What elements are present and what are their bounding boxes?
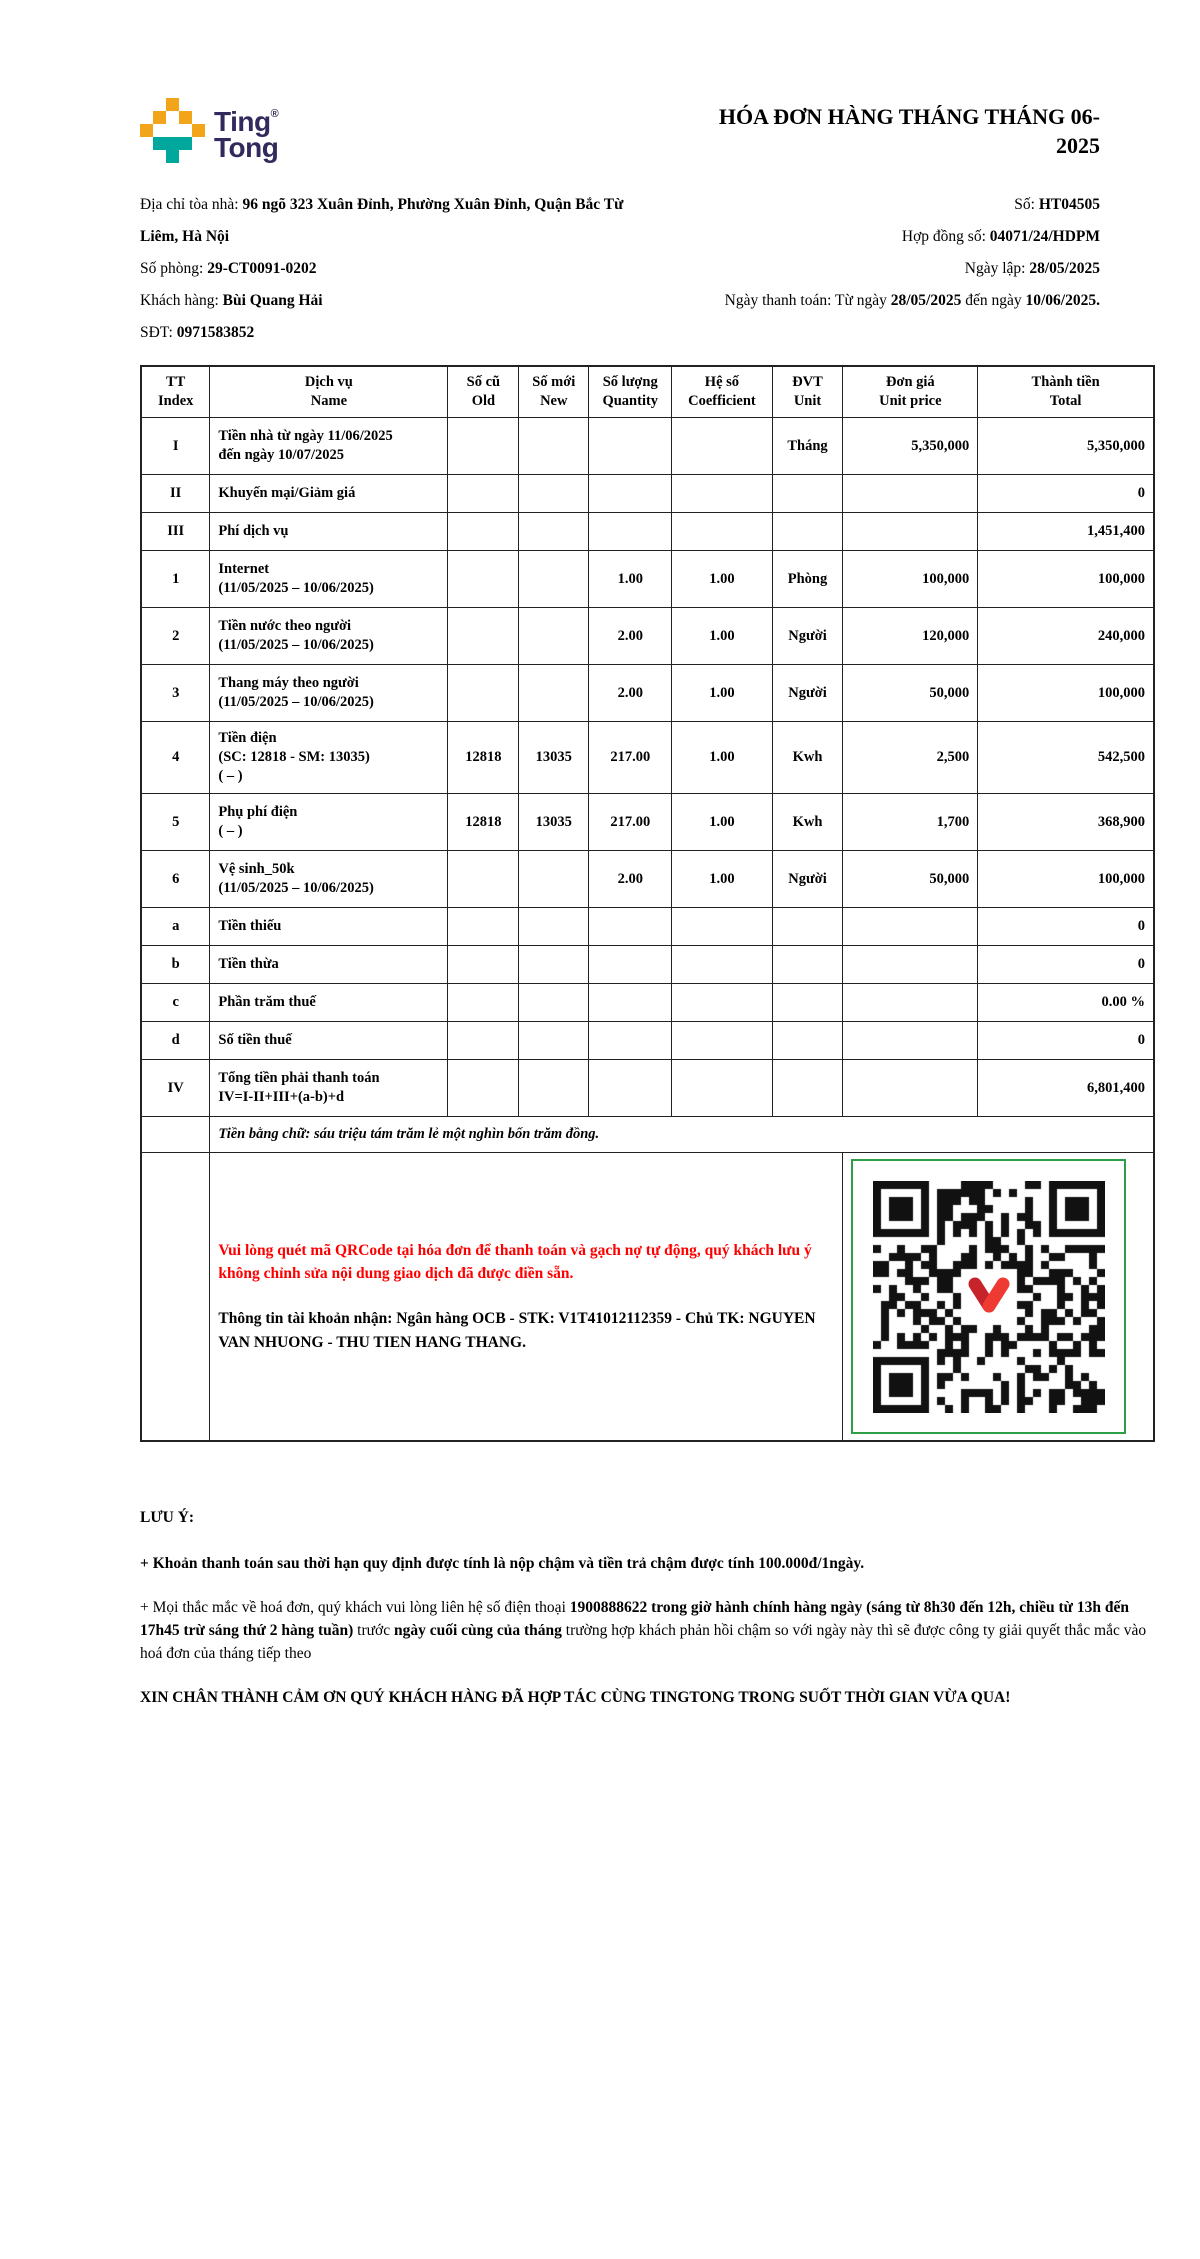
row-4-cell-2: 12818 <box>448 722 519 794</box>
info-right-line-2 <box>645 253 1100 285</box>
row-5-cell-2: 12818 <box>448 794 519 851</box>
hotline-note <box>140 1596 1155 1665</box>
row-4-cell-6: Kwh <box>772 722 843 794</box>
wordmark-line2: Tong <box>214 131 279 163</box>
row-3-cell-3 <box>519 665 589 722</box>
invoice-title-line1: HÓA ĐƠN HÀNG THÁNG THÁNG 06- <box>718 104 1100 129</box>
row-b-cell-3 <box>519 946 589 984</box>
row-b-cell-6 <box>772 946 843 984</box>
logo-pixel-empty <box>153 124 166 137</box>
row-c-cell-4 <box>589 984 672 1022</box>
row-5-cell-7: 1,700 <box>843 794 978 851</box>
row-3-cell-4: 2.00 <box>589 665 672 722</box>
row-6-cell-5: 1.00 <box>672 851 772 908</box>
row-III-cell-3 <box>519 513 589 551</box>
row-III-cell-0: III <box>141 513 210 551</box>
row-5-cell-4: 217.00 <box>589 794 672 851</box>
bank-account-seg-3: NGUYEN VAN NHUONG - THU TIEN HANG THANG <box>218 1309 816 1351</box>
row-1-cell-6: Phòng <box>772 551 843 608</box>
logo-pixel-empty <box>192 137 205 150</box>
table-row-4 <box>141 722 1154 794</box>
bank-account-info <box>218 1307 834 1355</box>
row-1-cell-1: Internet (11/05/2025 – 10/06/2025) <box>210 551 448 608</box>
footer-notes <box>140 1506 1155 1709</box>
hotline-note-seg-0: + Mọi thắc mắc về hoá đơn, quý khách vui lòng liên hệ số điện thoại <box>140 1599 570 1616</box>
row-b-cell-2 <box>448 946 519 984</box>
row-III-cell-6 <box>772 513 843 551</box>
row-d-cell-6 <box>772 1022 843 1060</box>
row-IV-cell-2 <box>448 1060 519 1117</box>
info-left-line-2-seg-1: Bùi Quang Hải <box>222 292 323 309</box>
row-I-cell-0: I <box>141 418 210 475</box>
row-2-cell-6: Người <box>772 608 843 665</box>
row-c-cell-5 <box>672 984 772 1022</box>
info-left-line-1 <box>140 253 645 285</box>
row-4-cell-3: 13035 <box>519 722 589 794</box>
logo-pixel-teal <box>166 137 179 150</box>
logo-pixel-yellow <box>153 111 166 124</box>
logo-pixel-empty <box>153 150 166 163</box>
row-1-cell-3 <box>519 551 589 608</box>
row-III-cell-7 <box>843 513 978 551</box>
logo-pixel-teal <box>166 150 179 163</box>
row-6-cell-7: 50,000 <box>843 851 978 908</box>
row-2-cell-0: 2 <box>141 608 210 665</box>
info-right-line-0-seg-1: HT04505 <box>1038 196 1100 213</box>
payment-index-cell <box>141 1153 210 1442</box>
row-I-cell-3 <box>519 418 589 475</box>
row-3-cell-5: 1.00 <box>672 665 772 722</box>
table-row-1 <box>141 551 1154 608</box>
info-left-column <box>140 189 645 349</box>
amount-in-words-value: sáu triệu tám trăm lẻ một nghìn bốn trăm đồng. <box>313 1126 600 1142</box>
tingtong-pixel-arrow-icon <box>140 98 205 163</box>
row-c-cell-6 <box>772 984 843 1022</box>
row-2-cell-8: 240,000 <box>978 608 1154 665</box>
row-IV-cell-4 <box>589 1060 672 1117</box>
row-6-cell-6: Người <box>772 851 843 908</box>
table-row-III <box>141 513 1154 551</box>
row-a-cell-2 <box>448 908 519 946</box>
info-right-line-3-seg-1: 28/05/2025 <box>890 292 962 309</box>
row-d-cell-8: 0 <box>978 1022 1154 1060</box>
table-row-a <box>141 908 1154 946</box>
row-4-cell-4: 217.00 <box>589 722 672 794</box>
row-III-cell-8: 1,451,400 <box>978 513 1154 551</box>
row-d-cell-7 <box>843 1022 978 1060</box>
amount-in-words-label: Tiền bằng chữ: <box>218 1126 314 1142</box>
row-b-cell-7 <box>843 946 978 984</box>
row-II-cell-0: II <box>141 475 210 513</box>
bank-account-seg-4: . <box>522 1333 526 1351</box>
row-I-cell-5 <box>672 418 772 475</box>
logo-pixel-empty <box>166 124 179 137</box>
row-1-cell-4: 1.00 <box>589 551 672 608</box>
header <box>140 98 1155 163</box>
row-4-cell-1: Tiền điện (SC: 12818 - SM: 13035) ( – ) <box>210 722 448 794</box>
table-row-c <box>141 984 1154 1022</box>
row-b-cell-4 <box>589 946 672 984</box>
info-left-line-3 <box>140 317 645 349</box>
table-row-I <box>141 418 1154 475</box>
logo-pixel-empty <box>153 98 166 111</box>
row-a-cell-8: 0 <box>978 908 1154 946</box>
registered-mark: ® <box>270 107 279 120</box>
row-a-cell-0: a <box>141 908 210 946</box>
table-row-5 <box>141 794 1154 851</box>
row-1-cell-5: 1.00 <box>672 551 772 608</box>
logo-pixel-empty <box>140 111 153 124</box>
table-row-b <box>141 946 1154 984</box>
row-I-cell-8: 5,350,000 <box>978 418 1154 475</box>
hotline-note-seg-4: trường hợp khách phản hồi chậm so với ngày này thì sẽ được công ty giải quyết thắc mắc vào hoá đơn của tháng tiếp theo <box>140 1622 1147 1662</box>
logo-pixel-empty <box>166 111 179 124</box>
row-6-cell-8: 100,000 <box>978 851 1154 908</box>
row-d-cell-1: Số tiền thuế <box>210 1022 448 1060</box>
amount-in-words-cell <box>210 1117 1154 1153</box>
hotline-note-seg-2: trước <box>353 1622 394 1639</box>
row-d-cell-2 <box>448 1022 519 1060</box>
amount-in-words-row <box>141 1117 1154 1153</box>
row-I-cell-1: Tiền nhà từ ngày 11/06/2025 đến ngày 10/07/2025 <box>210 418 448 475</box>
info-left-line-0 <box>140 189 645 253</box>
column-header-2: Số cũ Old <box>448 366 519 418</box>
table-row-II <box>141 475 1154 513</box>
wordmark-line1: Ting <box>214 105 271 137</box>
logo-pixel-empty <box>140 150 153 163</box>
row-IV-cell-0: IV <box>141 1060 210 1117</box>
bank-account-seg-2: - Chủ TK: <box>672 1309 749 1327</box>
column-header-5: Hệ số Coefficient <box>672 366 772 418</box>
row-4-cell-5: 1.00 <box>672 722 772 794</box>
row-5-cell-6: Kwh <box>772 794 843 851</box>
row-II-cell-2 <box>448 475 519 513</box>
row-1-cell-2 <box>448 551 519 608</box>
row-3-cell-2 <box>448 665 519 722</box>
row-d-cell-4 <box>589 1022 672 1060</box>
row-I-cell-6: Tháng <box>772 418 843 475</box>
info-right-line-3 <box>645 285 1100 317</box>
invoice-table <box>140 365 1155 1442</box>
row-b-cell-1: Tiền thừa <box>210 946 448 984</box>
row-6-cell-2 <box>448 851 519 908</box>
row-I-cell-7: 5,350,000 <box>843 418 978 475</box>
row-II-cell-7 <box>843 475 978 513</box>
info-right-line-1-seg-1: 04071/24/HDPM <box>989 228 1100 245</box>
invoice-info <box>140 189 1155 349</box>
table-header-row <box>141 366 1154 418</box>
table-row-d <box>141 1022 1154 1060</box>
late-payment-note-seg-0: + Khoản thanh toán sau thời hạn quy định được tính là nộp chậm và tiền trả chậm được tính 100.000đ/1ngày. <box>140 1555 865 1572</box>
row-3-cell-0: 3 <box>141 665 210 722</box>
row-d-cell-5 <box>672 1022 772 1060</box>
row-I-cell-4 <box>589 418 672 475</box>
row-a-cell-5 <box>672 908 772 946</box>
row-IV-cell-5 <box>672 1060 772 1117</box>
row-c-cell-2 <box>448 984 519 1022</box>
row-3-cell-1: Thang máy theo người (11/05/2025 – 10/06/2025) <box>210 665 448 722</box>
row-IV-cell-1: Tổng tiền phải thanh toán IV=I-II+III+(a-b)+d <box>210 1060 448 1117</box>
column-header-6: ĐVT Unit <box>772 366 843 418</box>
row-6-cell-0: 6 <box>141 851 210 908</box>
qr-center-v-logo-icon <box>962 1270 1016 1324</box>
row-3-cell-8: 100,000 <box>978 665 1154 722</box>
bank-account-seg-1: V1T41012112359 <box>558 1309 673 1327</box>
table-row-2 <box>141 608 1154 665</box>
row-IV-cell-8: 6,801,400 <box>978 1060 1154 1117</box>
row-2-cell-5: 1.00 <box>672 608 772 665</box>
info-left-line-0-seg-0: Địa chỉ tòa nhà: <box>140 196 243 213</box>
column-header-0: TT Index <box>141 366 210 418</box>
info-right-line-0-seg-0: Số: <box>1014 196 1039 213</box>
logo-pixel-empty <box>192 111 205 124</box>
row-II-cell-5 <box>672 475 772 513</box>
row-III-cell-5 <box>672 513 772 551</box>
info-left-line-3-seg-0: SĐT: <box>140 324 177 341</box>
info-right-line-1-seg-0: Hợp đồng số: <box>901 228 990 245</box>
row-2-cell-3 <box>519 608 589 665</box>
row-b-cell-8: 0 <box>978 946 1154 984</box>
logo-pixel-empty <box>140 98 153 111</box>
row-2-cell-1: Tiền nước theo người (11/05/2025 – 10/06/2025) <box>210 608 448 665</box>
row-III-cell-2 <box>448 513 519 551</box>
row-2-cell-2 <box>448 608 519 665</box>
tingtong-logo <box>140 98 278 163</box>
info-right-line-3-seg-0: Ngày thanh toán: Từ ngày <box>724 292 891 309</box>
info-left-line-0-seg-1: 96 ngõ 323 Xuân Đỉnh, Phường Xuân Đỉnh, Quận Bắc Từ Liêm, Hà Nội <box>140 196 624 245</box>
info-left-line-2 <box>140 285 645 317</box>
row-6-cell-3 <box>519 851 589 908</box>
logo-pixel-empty <box>192 150 205 163</box>
row-4-cell-0: 4 <box>141 722 210 794</box>
row-a-cell-4 <box>589 908 672 946</box>
info-right-column <box>645 189 1155 349</box>
column-header-1: Dịch vụ Name <box>210 366 448 418</box>
row-III-cell-1: Phí dịch vụ <box>210 513 448 551</box>
row-a-cell-1: Tiền thiếu <box>210 908 448 946</box>
logo-pixel-empty <box>140 137 153 150</box>
logo-pixel-yellow <box>179 111 192 124</box>
row-3-cell-7: 50,000 <box>843 665 978 722</box>
info-right-line-3-seg-3: 10/06/2025. <box>1025 292 1100 309</box>
row-5-cell-8: 368,900 <box>978 794 1154 851</box>
row-2-cell-4: 2.00 <box>589 608 672 665</box>
notes-heading: LƯU Ý: <box>140 1509 195 1526</box>
tingtong-wordmark <box>214 101 278 161</box>
info-left-line-1-seg-0: Số phòng: <box>140 260 208 277</box>
logo-pixel-yellow <box>166 98 179 111</box>
info-left-line-2-seg-0: Khách hàng: <box>140 292 223 309</box>
row-c-cell-7 <box>843 984 978 1022</box>
row-II-cell-4 <box>589 475 672 513</box>
info-right-line-3-seg-2: đến ngày <box>961 292 1026 309</box>
logo-pixel-empty <box>179 150 192 163</box>
row-II-cell-6 <box>772 475 843 513</box>
invoice-title-line2: 2025 <box>1056 133 1100 158</box>
row-1-cell-0: 1 <box>141 551 210 608</box>
row-5-cell-0: 5 <box>141 794 210 851</box>
row-II-cell-1: Khuyến mại/Giảm giá <box>210 475 448 513</box>
info-right-line-0 <box>645 189 1100 221</box>
row-IV-cell-7 <box>843 1060 978 1117</box>
logo-pixel-empty <box>179 124 192 137</box>
row-II-cell-3 <box>519 475 589 513</box>
table-row-6 <box>141 851 1154 908</box>
row-2-cell-7: 120,000 <box>843 608 978 665</box>
row-b-cell-0: b <box>141 946 210 984</box>
qr-cell <box>843 1153 1154 1442</box>
info-left-line-1-seg-1: 29-CT0091-0202 <box>207 260 317 277</box>
row-b-cell-5 <box>672 946 772 984</box>
info-right-line-2-seg-0: Ngày lập: <box>964 260 1030 277</box>
row-IV-cell-3 <box>519 1060 589 1117</box>
row-d-cell-3 <box>519 1022 589 1060</box>
table-row-3 <box>141 665 1154 722</box>
column-header-4: Số lượng Quantity <box>589 366 672 418</box>
table-row-IV <box>141 1060 1154 1117</box>
logo-pixel-teal <box>153 137 166 150</box>
row-6-cell-4: 2.00 <box>589 851 672 908</box>
row-5-cell-1: Phụ phí điện ( – ) <box>210 794 448 851</box>
row-IV-cell-6 <box>772 1060 843 1117</box>
info-right-line-1 <box>645 221 1100 253</box>
row-1-cell-8: 100,000 <box>978 551 1154 608</box>
hotline-note-seg-3: ngày cuối cùng của tháng <box>393 1622 562 1639</box>
column-header-7: Đơn giá Unit price <box>843 366 978 418</box>
row-c-cell-8: 0.00 % <box>978 984 1154 1022</box>
logo-pixel-yellow <box>140 124 153 137</box>
row-a-cell-6 <box>772 908 843 946</box>
row-d-cell-0: d <box>141 1022 210 1060</box>
row-I-cell-2 <box>448 418 519 475</box>
late-payment-note <box>140 1552 1155 1575</box>
thank-you-note-seg-0: XIN CHÂN THÀNH CẢM ƠN QUÝ KHÁCH HÀNG ĐÃ HỢP TÁC CÙNG TINGTONG TRONG SUỐT THỜI GIAN VỪA QUA! <box>140 1689 1011 1706</box>
row-c-cell-1: Phần trăm thuế <box>210 984 448 1022</box>
qr-payment-notice: Vui lòng quét mã QRCode tại hóa đơn để thanh toán và gạch nợ tự động, quý khách lưu ý không chỉnh sửa nội dung giao dịch đã được điền sẵn. <box>218 1241 812 1282</box>
column-header-8: Thành tiền Total <box>978 366 1154 418</box>
row-3-cell-6: Người <box>772 665 843 722</box>
column-header-3: Số mới New <box>519 366 589 418</box>
row-5-cell-3: 13035 <box>519 794 589 851</box>
hotline-note-seg-1: 1900888622 trong giờ hành chính hàng ngày (sáng từ 8h30 đến 12h, chiều từ 13h đến 17h45 trừ sáng thứ 2 hàng tuần) <box>140 1599 1129 1639</box>
row-c-cell-3 <box>519 984 589 1022</box>
payment-row <box>141 1153 1154 1442</box>
amount-in-words-index-cell <box>141 1117 210 1153</box>
row-5-cell-5: 1.00 <box>672 794 772 851</box>
row-c-cell-0: c <box>141 984 210 1022</box>
logo-pixel-empty <box>179 98 192 111</box>
row-II-cell-8: 0 <box>978 475 1154 513</box>
bank-account-seg-0: Thông tin tài khoản nhận: Ngân hàng OCB - STK: <box>218 1309 559 1327</box>
payment-instructions-cell <box>210 1153 843 1442</box>
info-left-line-3-seg-1: 0971583852 <box>176 324 255 341</box>
row-a-cell-7 <box>843 908 978 946</box>
thank-you-note <box>140 1686 1155 1709</box>
invoice-title <box>620 102 1100 160</box>
row-4-cell-7: 2,500 <box>843 722 978 794</box>
row-1-cell-7: 100,000 <box>843 551 978 608</box>
row-4-cell-8: 542,500 <box>978 722 1154 794</box>
row-6-cell-1: Vệ sinh_50k (11/05/2025 – 10/06/2025) <box>210 851 448 908</box>
logo-pixel-teal <box>179 137 192 150</box>
payment-qr-code <box>851 1159 1126 1434</box>
info-right-line-2-seg-1: 28/05/2025 <box>1029 260 1100 277</box>
logo-pixel-empty <box>192 98 205 111</box>
row-III-cell-4 <box>589 513 672 551</box>
row-a-cell-3 <box>519 908 589 946</box>
logo-pixel-yellow <box>192 124 205 137</box>
